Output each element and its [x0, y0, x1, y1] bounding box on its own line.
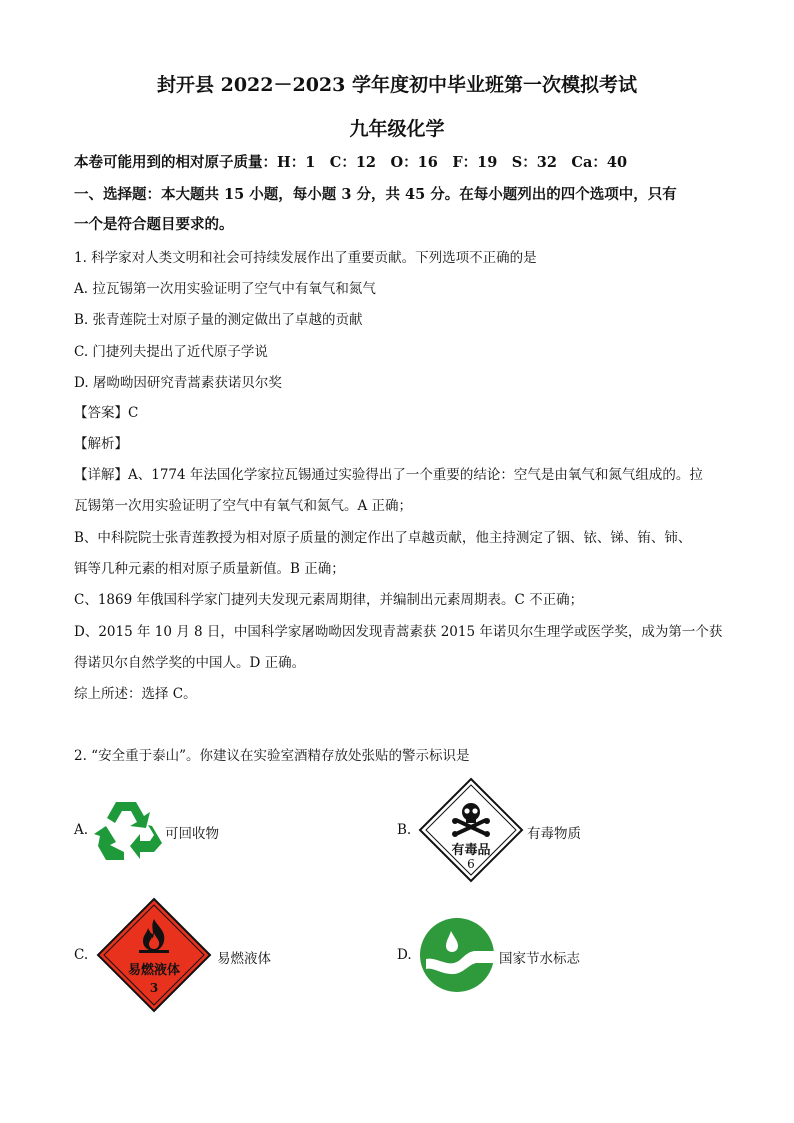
exam-title: 封开县 2022－2023 学年度初中毕业班第一次模拟考试: [157, 74, 637, 96]
q1-answer: 【答案】C: [74, 405, 139, 421]
q2-option-c-caption: 易燃液体: [217, 951, 271, 967]
q2-option-a-letter: A.: [74, 822, 89, 838]
q2-stem: 2. “安全重于泰山”。你建议在实验室酒精存放处张贴的警示标识是: [74, 748, 470, 764]
section-heading-line1: 一、选择题：本大题共 15 小题，每小题 3 分，共 45 分。在每小题列出的四个选项中，只有: [74, 186, 677, 203]
q1-detail-line: C、1869 年俄国科学家门捷列夫发现元素周期律，并编制出元素周期表。C 不正确；: [74, 592, 584, 608]
q1-analysis-label: 【解析】: [74, 436, 128, 452]
flammable-sign-class: 3: [149, 981, 159, 995]
q2-option-b-caption: 有毒物质: [527, 826, 581, 842]
flammable-sign-text: 易燃液体: [127, 963, 180, 978]
q1-detail-line: 铒等几种元素的相对原子质量新值。B 正确；: [74, 561, 345, 577]
toxic-sign-class: 6: [467, 857, 475, 871]
exam-subtitle: 九年级化学: [349, 118, 445, 140]
q1-detail-line: 得诺贝尔自然学奖的中国人。D 正确。: [74, 655, 306, 671]
q1-option-c: C. 门捷列夫提出了近代原子学说: [74, 344, 268, 360]
q1-option-d: D. 屠呦呦因研究青蒿素获诺贝尔奖: [74, 375, 282, 391]
toxic-sign-text: 有毒品: [451, 843, 491, 858]
flammable-sign: [96, 897, 212, 1013]
q1-detail-line: 【详解】A、1774 年法国化学家拉瓦锡通过实验得出了一个重要的结论：空气是由氧气和氮气组成的。拉: [74, 467, 703, 483]
q2-option-b-letter: B.: [397, 822, 412, 838]
q1-detail-line: B、中科院院士张青莲教授为相对原子质量的测定作出了卓越贡献，他主持测定了铟、铱、锑、铕、铈、: [74, 530, 692, 546]
flame-icon: [136, 919, 172, 953]
q1-detail-line: 瓦锡第一次用实验证明了空气中有氧气和氮气。A 正确；: [74, 498, 413, 514]
q1-option-a: A. 拉瓦锡第一次用实验证明了空气中有氧气和氮气: [74, 281, 376, 297]
section-heading-line2: 一个是符合题目要求的。: [74, 216, 234, 233]
q1-conclusion: 综上所述：选择 C。: [74, 686, 197, 702]
q1-option-b: B. 张青莲院士对原子量的测定做出了卓越的贡献: [74, 312, 363, 328]
skull-crossbones-icon: [451, 801, 491, 837]
atomic-masses-line: 本卷可能用到的相对原子质量：H：1 C：12 O：16 F：19 S：32 Ca：40: [74, 154, 628, 171]
water-saving-icon: [418, 917, 496, 993]
q1-stem: 1. 科学家对人类文明和社会可持续发展作出了重要贡献。下列选项不正确的是: [74, 250, 537, 266]
q2-option-c-letter: C.: [74, 947, 89, 963]
q2-option-d-letter: D.: [397, 947, 412, 963]
q2-option-d-caption: 国家节水标志: [499, 951, 580, 967]
q2-option-a-caption: 可回收物: [165, 826, 219, 842]
q1-detail-line: D、2015 年 10 月 8 日，中国科学家屠呦呦因发现青蒿素获 2015 年诺贝尔生理学或医学奖，成为第一个获: [74, 624, 723, 640]
toxic-sign: [418, 777, 524, 883]
recycle-icon: [92, 796, 164, 864]
